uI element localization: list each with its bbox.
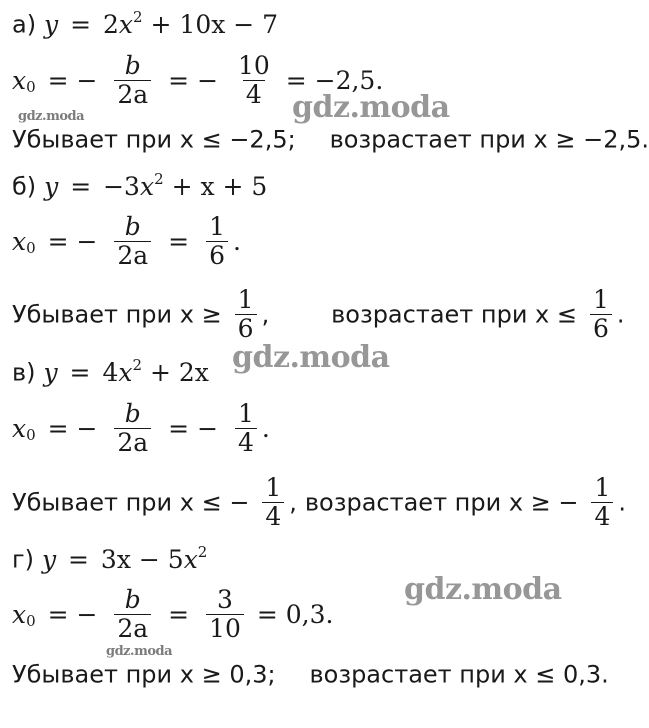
watermark: gdz.moda bbox=[292, 90, 450, 125]
part-label: б) bbox=[12, 172, 37, 201]
fraction: $\frac{3}{10}$ bbox=[206, 586, 244, 643]
part-d-monotonic: Убывает при x ≥ 0,3; возрастает при x ≤ 0,3. bbox=[12, 660, 609, 689]
part-a-vertex: $x_0$ = − $\frac{b}{2a}$ = − $\frac{10}{4}$ = −2,5. bbox=[12, 51, 384, 109]
fraction: $\frac{b}{2a}$ bbox=[114, 52, 151, 109]
part-c-monotonic: Убывает при x ≤ − $\frac{1}{4}$ , возрастает при x ≥ − $\frac{1}{4}$ . bbox=[12, 473, 627, 531]
fraction: $\frac{b}{2a}$ bbox=[114, 586, 151, 643]
part-b-vertex: $x_0$ = − $\frac{b}{2a}$ = $\frac{1}{6}$ . bbox=[12, 212, 241, 270]
watermark: gdz.moda bbox=[232, 340, 390, 375]
fraction: $\frac{b}{2a}$ bbox=[114, 400, 151, 457]
fraction: $\frac{1}{4}$ bbox=[262, 474, 284, 531]
part-c-vertex: $x_0$ = − $\frac{b}{2a}$ = − $\frac{1}{4}$ . bbox=[12, 399, 270, 457]
part-b-monotonic: Убывает при x ≥ $\frac{1}{6}$ , возрастает при x ≤ $\frac{1}{6}$ . bbox=[12, 285, 625, 343]
watermark: gdz.moda bbox=[404, 572, 562, 607]
part-a-equation: а) $y = 2x^2 + 10x - 7$ bbox=[12, 8, 279, 39]
function-var: y bbox=[44, 10, 59, 39]
watermark: gdz.moda bbox=[18, 109, 85, 124]
part-c-equation: в) $y = 4x^2 + 2x$ bbox=[12, 356, 209, 387]
part-label: в) bbox=[12, 358, 36, 387]
fraction: $\frac{1}{6}$ bbox=[590, 286, 612, 343]
part-b-equation: б) $y = -3x^2 + x + 5$ bbox=[12, 170, 268, 201]
watermark: gdz.moda bbox=[106, 644, 173, 659]
part-label: г) bbox=[12, 545, 34, 574]
part-d-equation: г) $y = 3x - 5x^2$ bbox=[12, 543, 208, 574]
fraction: $\frac{10}{4}$ bbox=[237, 51, 270, 109]
fraction: $\frac{1}{4}$ bbox=[591, 474, 613, 531]
part-a-monotonic: Убывает при x ≤ −2,5; возрастает при x ≥ −2,5. bbox=[12, 125, 649, 154]
fraction: $\frac{1}{4}$ bbox=[235, 400, 257, 457]
fraction: $\frac{1}{6}$ bbox=[206, 213, 228, 270]
part-label: а) bbox=[12, 10, 37, 39]
part-d-vertex: $x_0$ = − $\frac{b}{2a}$ = $\frac{3}{10}$ = 0,3. bbox=[12, 585, 334, 643]
fraction: $\frac{1}{6}$ bbox=[235, 286, 257, 343]
fraction: $\frac{b}{2a}$ bbox=[114, 213, 151, 270]
